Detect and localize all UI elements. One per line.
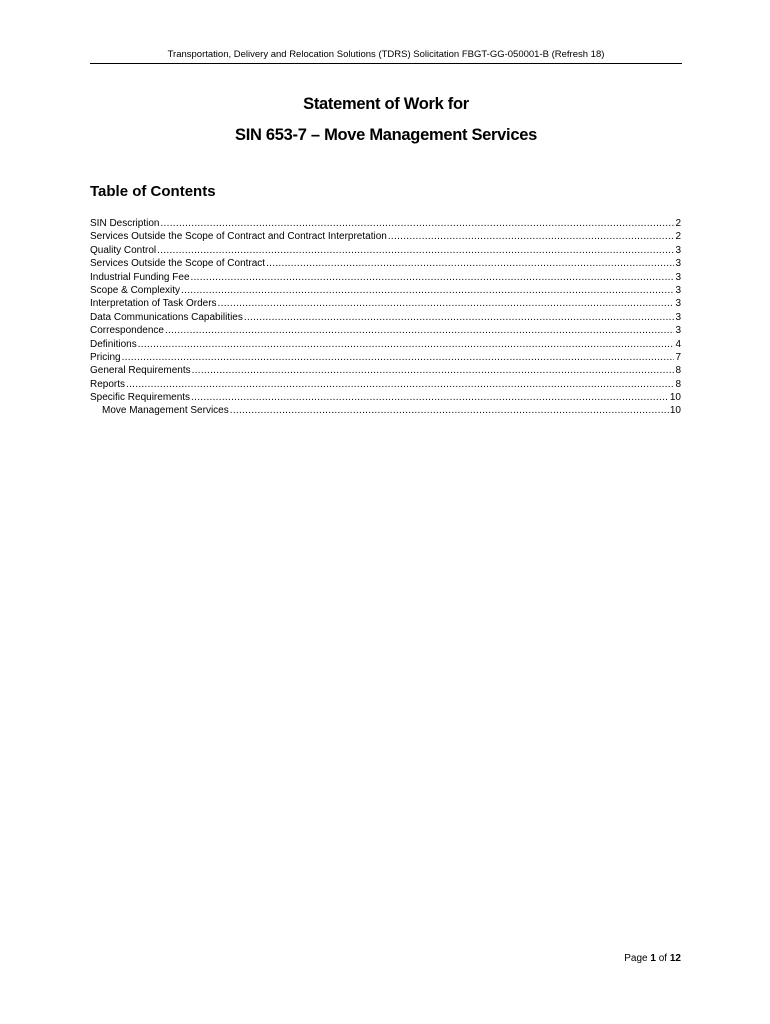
toc-dot-leader [230, 404, 669, 417]
toc-dot-leader [157, 244, 674, 257]
toc-heading: Table of Contents [90, 183, 216, 200]
toc-entry-label: Move Management Services [102, 405, 229, 417]
toc-dot-leader [181, 284, 674, 297]
toc-dot-leader [244, 311, 675, 324]
footer-current-page: 1 [650, 953, 656, 964]
toc-entry-page: 7 [675, 351, 681, 363]
toc-entry-move-management-services[interactable] [90, 404, 682, 417]
toc-entry-services-outside-scope[interactable] [90, 257, 682, 270]
toc-entry-page: 2 [675, 231, 681, 243]
toc-entry-page: 10 [669, 405, 681, 417]
toc-dot-leader [122, 351, 675, 364]
toc-entry-label: Interpretation of Task Orders [90, 298, 217, 310]
toc-entry-page: 2 [675, 218, 681, 229]
toc-entry-label: General Requirements [90, 365, 191, 377]
toc-entry-label: Scope & Complexity [90, 284, 181, 296]
toc-entry-industrial-funding-fee[interactable] [90, 271, 682, 284]
toc-entry-label: Specific Requirements [90, 392, 191, 404]
toc-entry-services-outside-scope-interpretation[interactable] [90, 230, 682, 243]
toc-entry-scope-complexity[interactable] [90, 284, 682, 297]
toc-entry-page: 3 [675, 284, 681, 296]
toc-entry-definitions[interactable] [90, 338, 682, 351]
toc-entry-quality-control[interactable] [90, 244, 682, 257]
toc-dot-leader [126, 378, 674, 391]
toc-dot-leader [191, 271, 675, 284]
toc-entry-correspondence[interactable] [90, 324, 682, 337]
header-rule [90, 63, 682, 64]
toc-entry-page: 8 [675, 365, 681, 377]
toc-entry-label: Correspondence [90, 325, 164, 337]
page-number-footer [560, 952, 681, 965]
toc-entry-sin-description[interactable] [90, 217, 682, 230]
toc-dot-leader [388, 230, 675, 243]
toc-entry-label: Definitions [90, 338, 137, 350]
toc-entry-data-communications[interactable] [90, 311, 682, 324]
toc-dot-leader [160, 217, 674, 230]
toc-entry-page: 8 [675, 378, 681, 390]
toc-entry-label: Industrial Funding Fee [90, 271, 190, 283]
toc-entry-reports[interactable] [90, 378, 682, 391]
toc-entry-label: Services Outside the Scope of Contract [90, 258, 266, 270]
toc-entry-label: SIN Description [90, 218, 160, 229]
toc-entry-interpretation-task-orders[interactable] [90, 297, 682, 310]
toc-entry-label: Data Communications Capabilities [90, 311, 243, 323]
toc-entry-pricing[interactable] [90, 351, 682, 364]
toc-dot-leader [165, 324, 675, 337]
footer-total-pages: 12 [669, 953, 681, 964]
footer-page-word: Page [624, 953, 648, 964]
toc-entry-label: Quality Control [90, 244, 157, 256]
table-of-contents [90, 217, 682, 418]
toc-entry-page: 10 [669, 392, 681, 404]
toc-entry-label: Services Outside the Scope of Contract and Contract Interpretation [90, 231, 387, 243]
document-title-line-1: Statement of Work for [303, 95, 469, 113]
toc-entry-page: 3 [675, 298, 681, 310]
toc-dot-leader [266, 257, 674, 270]
toc-entry-page: 3 [675, 311, 681, 323]
toc-dot-leader [192, 364, 675, 377]
toc-dot-leader [138, 338, 675, 351]
toc-entry-page: 3 [675, 325, 681, 337]
toc-dot-leader [218, 297, 675, 310]
toc-entry-page: 3 [675, 244, 681, 256]
toc-dot-leader [191, 391, 669, 404]
running-header: Transportation, Delivery and Relocation Solutions (TDRS) Solicitation FBGT-GG-050001-B (Refresh 18) [167, 49, 605, 60]
toc-entry-label: Reports [90, 378, 126, 390]
footer-of-word: of [658, 953, 668, 964]
document-title-line-2: SIN 653-7 – Move Management Services [235, 126, 537, 144]
toc-entry-general-requirements[interactable] [90, 364, 682, 377]
toc-entry-specific-requirements[interactable] [90, 391, 682, 404]
toc-entry-page: 3 [675, 271, 681, 283]
toc-entry-page: 4 [675, 338, 681, 350]
toc-entry-page: 3 [675, 258, 681, 270]
toc-entry-label: Pricing [90, 351, 121, 363]
